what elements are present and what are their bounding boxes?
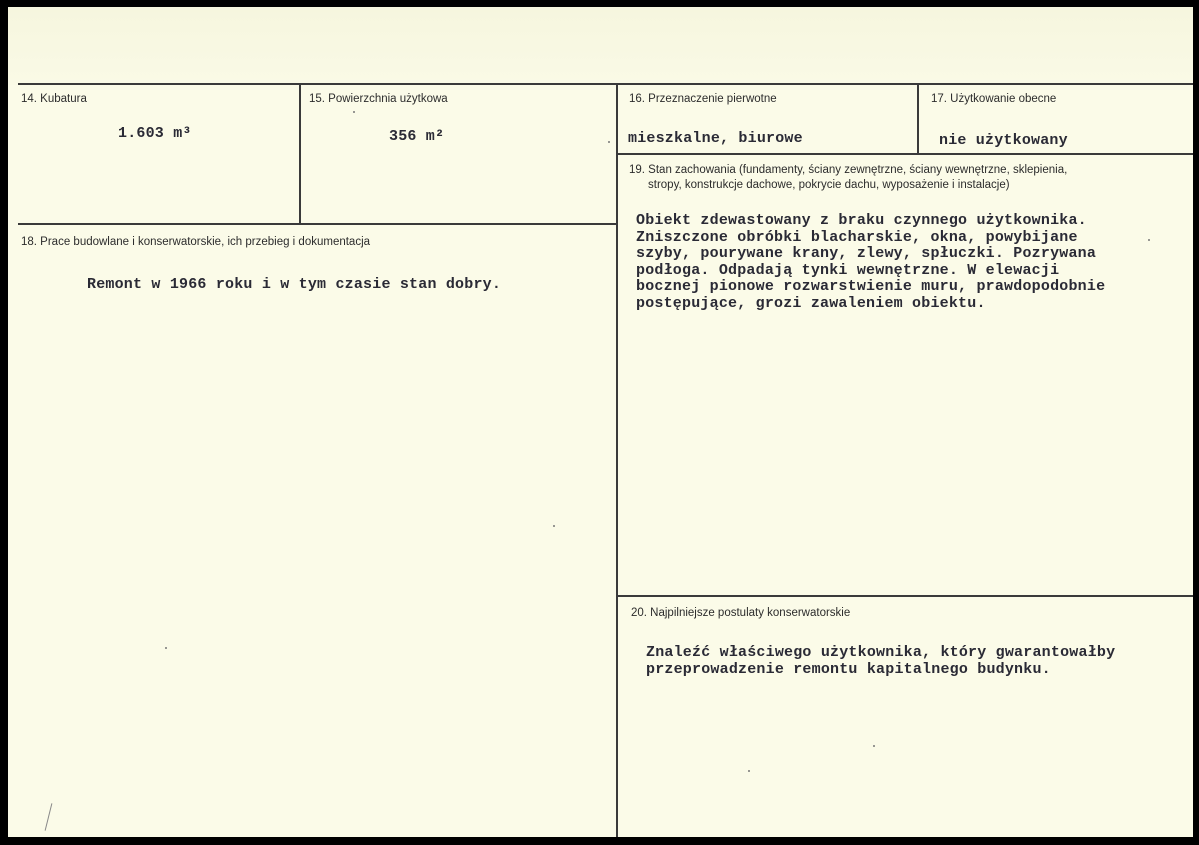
rule-row1-left	[18, 223, 618, 225]
field-15-value: 356 m²	[389, 128, 445, 145]
paper-speck	[608, 141, 610, 143]
field-19-line: podłoga. Odpadają tynki wewnętrzne. W elewacji	[636, 261, 1060, 279]
paper-speck	[165, 647, 167, 649]
field-19-line: postępujące, grozi zawaleniem obiektu.	[636, 294, 986, 312]
field-19-line: Obiekt zdewastowany z braku czynnego użytkownika.	[636, 212, 1087, 229]
field-19-line: Zniszczone obróbki blacharskie, okna, powybijane	[636, 228, 1078, 246]
field-15-label: 15. Powierzchnia użytkowa	[309, 93, 448, 105]
paper-scratch	[45, 803, 53, 830]
field-14-value: 1.603 m³	[118, 125, 192, 142]
rule-v2	[616, 84, 618, 837]
field-19-label-line1: 19. Stan zachowania (fundamenty, ściany zewnętrzne, ściany wewnętrzne, sklepienia,	[629, 164, 1068, 176]
paper-speck	[873, 745, 875, 747]
paper-speck	[353, 111, 355, 113]
field-16-value: mieszkalne, biurowe	[628, 130, 803, 147]
rule-v1	[299, 84, 301, 224]
field-18-value: Remont w 1966 roku i w tym czasie stan dobry.	[87, 276, 502, 293]
paper-speck	[553, 525, 555, 527]
field-19-line: bocznej pionowe rozwarstwienie muru, prawdopodobnie	[636, 278, 1106, 295]
rule-row1-right	[618, 153, 1193, 155]
field-19-text	[636, 213, 1105, 312]
field-17-label: 17. Użytkowanie obecne	[931, 93, 1057, 105]
field-18-label: 18. Prace budowlane i konserwatorskie, ich przebieg i dokumentacja	[21, 236, 371, 248]
field-20-text	[646, 645, 1115, 678]
paper-speck	[1148, 239, 1150, 241]
field-17-value: nie użytkowany	[939, 132, 1068, 149]
field-20-line: Znaleźć właściwego użytkownika, który gwarantowałby	[646, 644, 1116, 661]
record-card	[8, 7, 1193, 837]
field-19-line: szyby, pourywane krany, zlewy, spłuczki. Pozrywana	[636, 245, 1097, 262]
paper-speck	[748, 770, 750, 772]
field-16-label: 16. Przeznaczenie pierwotne	[629, 93, 777, 105]
rule-v3	[917, 84, 919, 154]
field-20-label: 20. Najpilniejsze postulaty konserwatorskie	[631, 607, 851, 619]
rule-field20-top	[618, 595, 1193, 597]
field-19-label-line2: stropy, konstrukcje dachowe, pokrycie dachu, wyposażenie i instalacje)	[648, 179, 1010, 191]
field-20-line: przeprowadzenie remontu kapitalnego budynku.	[646, 660, 1051, 678]
field-14-label: 14. Kubatura	[21, 93, 87, 105]
rule-top	[18, 83, 1193, 85]
